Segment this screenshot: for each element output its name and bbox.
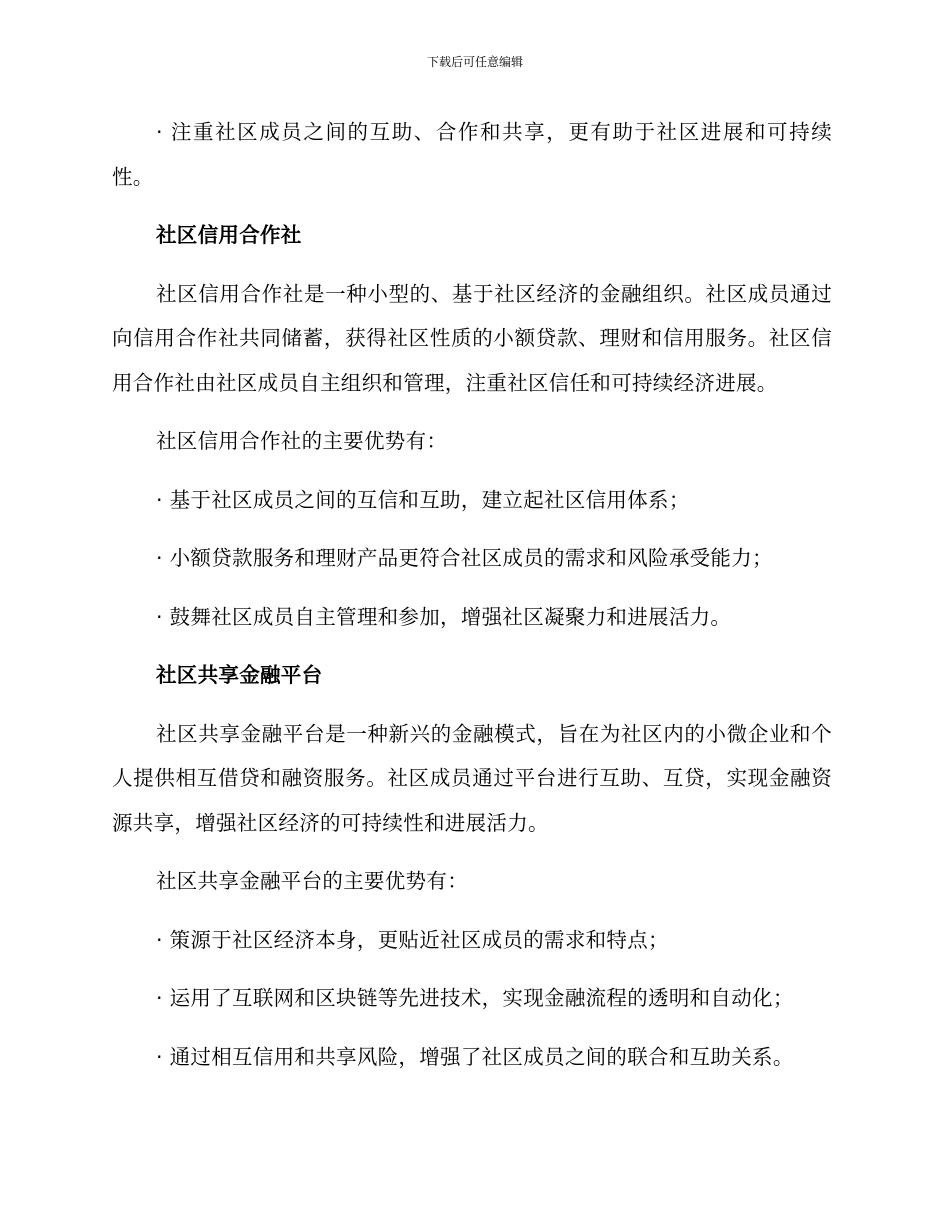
section-heading: 社区信用合作社	[156, 223, 302, 247]
body-paragraph: 社区信用合作社是一种小型的、基于社区经济的金融组织。社区成员通过向信用合作社共同储蓄，获得社区性质的小额贷款、理财和信用服务。社区信用合作社由社区成员自主组织和管理，注重社区信任和可持续经济进展。	[112, 281, 832, 395]
body-paragraph: 社区共享金融平台的主要优势有：	[156, 869, 468, 893]
body-paragraph: 社区信用合作社的主要优势有：	[156, 429, 448, 453]
bullet-item: · 小额贷款服务和理财产品更符合社区成员的需求和风险承受能力；	[156, 546, 773, 570]
bullet-item: · 策源于社区经济本身，更贴近社区成员的需求和特点；	[156, 927, 669, 952]
bullet-item: · 通过相互信用和共享风险，增强了社区成员之间的联合和互助关系。	[156, 1044, 794, 1069]
bullet-item: · 基于社区成员之间的互信和互助，建立起社区信用体系；	[156, 487, 690, 512]
body-paragraph: 社区共享金融平台是一种新兴的金融模式，旨在为社区内的小微企业和个人提供相互借贷和融资服务。社区成员通过平台进行互助、互贷，实现金融资源共享，增强社区经济的可持续性和进展活力。	[112, 721, 832, 835]
section-heading: 社区共享金融平台	[156, 663, 323, 687]
bullet-item: · 运用了互联网和区块链等先进技术，实现金融流程的透明和自动化；	[156, 986, 794, 1010]
bullet-item: · 鼓舞社区成员自主管理和参加，增强社区凝聚力和进展活力。	[156, 604, 732, 629]
bullet-item: · 注重社区成员之间的互助、合作和共享，更有助于社区进展和可持续性。	[112, 120, 832, 189]
page-header: 下载后可任意编辑	[426, 55, 523, 69]
document-body	[112, 110, 832, 1093]
